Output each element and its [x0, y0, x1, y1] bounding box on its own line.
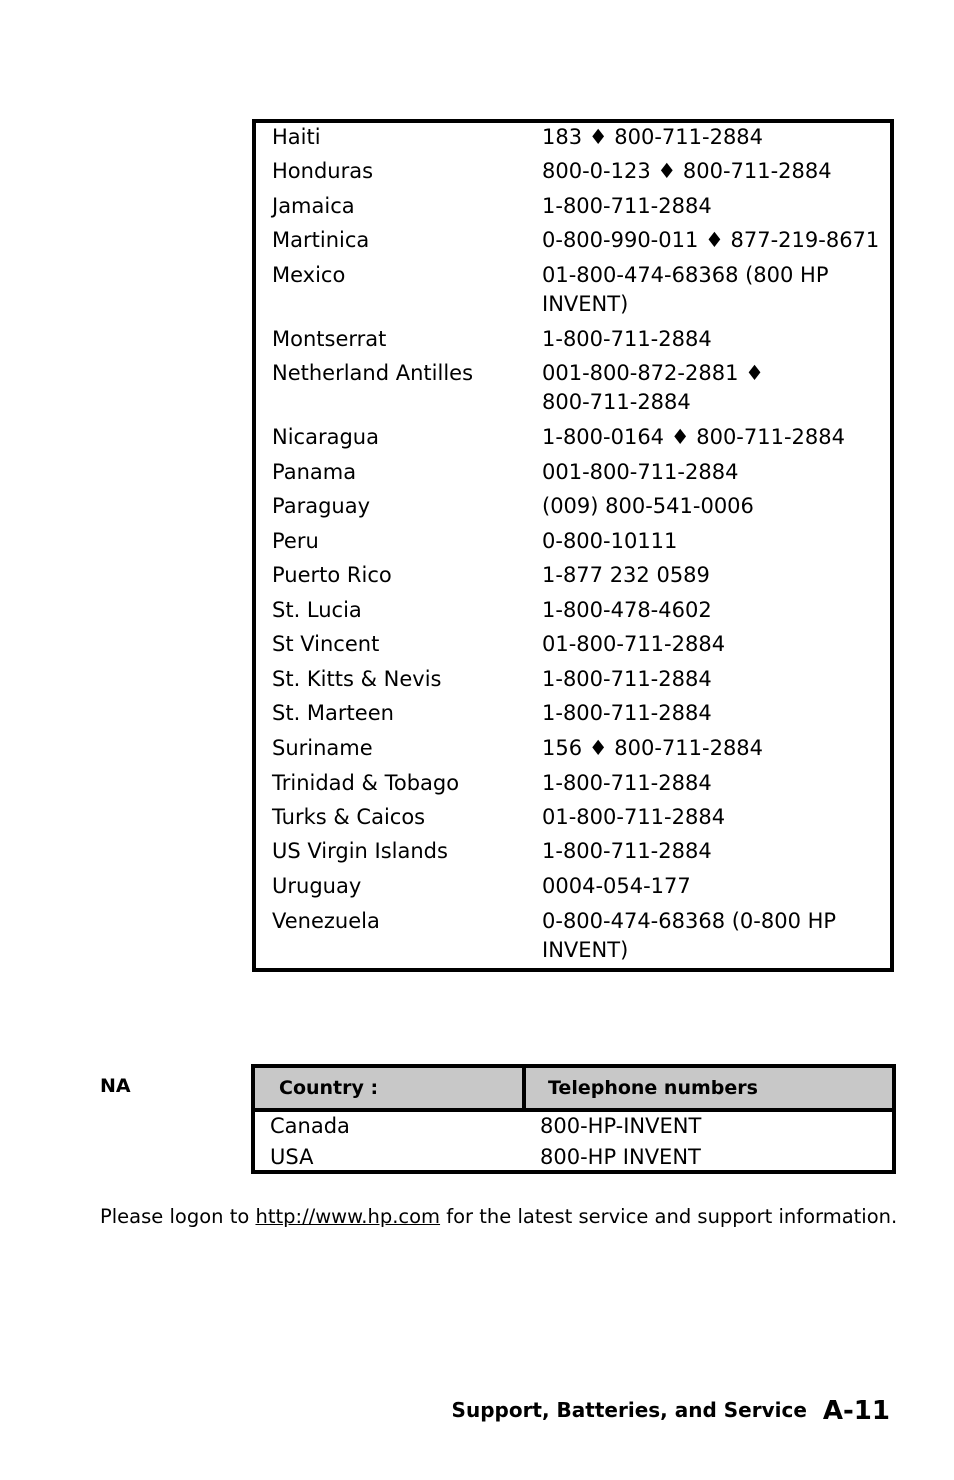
phone-line: 1-800-478-4602: [542, 598, 712, 622]
phone-cell: [542, 769, 712, 798]
phone-line: 156 ♦ 800-711-2884: [542, 736, 764, 760]
phone-cell: [542, 423, 845, 452]
support-note: [100, 1203, 897, 1231]
phone-cell: [542, 157, 832, 186]
page-number: A-11: [822, 1396, 890, 1426]
country-cell: St. Marteen: [272, 701, 394, 725]
phone-line: 0-800-990-011 ♦ 877-219-8671: [542, 228, 880, 252]
country-cell: Paraguay: [272, 494, 371, 518]
phone-line: 001-800-872-2881 ♦: [542, 361, 764, 385]
header-country: Country :: [279, 1077, 379, 1099]
phone-cell: [542, 458, 738, 487]
phone-line: 1-800-711-2884: [542, 701, 712, 725]
phone-cell: [542, 261, 829, 319]
country-cell: Trinidad & Tobago: [272, 771, 460, 795]
phone-line: 01-800-474-68368 (800 HP: [542, 263, 829, 287]
phone-cell: [542, 803, 725, 832]
phone-line: INVENT): [542, 292, 629, 316]
country-cell: St. Kitts & Nevis: [272, 667, 442, 691]
phone-cell: [542, 596, 712, 625]
header-divider: [522, 1068, 526, 1108]
phone-line: 01-800-711-2884: [542, 632, 726, 656]
phone-line: 1-800-711-2884: [542, 194, 712, 218]
phone-cell: [542, 192, 712, 221]
country-cell: Jamaica: [272, 194, 355, 218]
na-phone-table: [251, 1064, 896, 1174]
phone-cell: [542, 561, 710, 590]
country-cell: Turks & Caicos: [272, 805, 426, 829]
note-text-after: for the latest service and support information.: [440, 1205, 898, 1228]
phone-cell: [542, 837, 712, 866]
phone-cell: [542, 226, 879, 255]
phone-cell: 800-HP INVENT: [540, 1145, 701, 1169]
phone-cell: [542, 872, 691, 901]
country-cell: Uruguay: [272, 874, 362, 898]
country-cell: US Virgin Islands: [272, 839, 448, 863]
phone-cell: [542, 907, 836, 965]
phone-cell: 800-HP-INVENT: [540, 1114, 702, 1138]
country-cell: Canada: [270, 1114, 350, 1138]
country-cell: Netherland Antilles: [272, 361, 474, 385]
country-cell: St. Lucia: [272, 598, 362, 622]
country-cell: Montserrat: [272, 327, 387, 351]
phone-line: 800-711-2884: [542, 390, 691, 414]
hp-website-link[interactable]: http://www.hp.com: [255, 1205, 441, 1228]
header-telephone: Telephone numbers: [548, 1077, 758, 1099]
phone-cell: [542, 665, 712, 694]
country-cell: St Vincent: [272, 632, 380, 656]
table-header: [255, 1068, 892, 1112]
phone-cell: [542, 359, 764, 417]
phone-cell: [542, 492, 754, 521]
country-cell: Martinica: [272, 228, 370, 252]
footer-section-title: Support, Batteries, and Service: [451, 1398, 807, 1422]
phone-line: (009) 800-541-0006: [542, 494, 754, 518]
country-cell: Suriname: [272, 736, 373, 760]
country-cell: Panama: [272, 460, 357, 484]
phone-line: 1-800-0164 ♦ 800-711-2884: [542, 425, 845, 449]
phone-cell: [542, 325, 712, 354]
phone-cell: [542, 734, 763, 763]
country-cell: Mexico: [272, 263, 346, 287]
country-cell: Honduras: [272, 159, 374, 183]
phone-line: 0-800-10111: [542, 529, 678, 553]
phone-line: 0004-054-177: [542, 874, 691, 898]
country-cell: Venezuela: [272, 909, 380, 933]
country-cell: Puerto Rico: [272, 563, 392, 587]
caribbean-phone-table: [252, 119, 894, 972]
phone-line: 1-877 232 0589: [542, 563, 710, 587]
country-cell: USA: [270, 1145, 314, 1169]
phone-cell: [542, 630, 725, 659]
phone-line: 1-800-711-2884: [542, 667, 712, 691]
region-label: NA: [100, 1075, 131, 1097]
phone-cell: [542, 699, 712, 728]
country-cell: Nicaragua: [272, 425, 379, 449]
phone-cell: [542, 123, 763, 152]
country-cell: Haiti: [272, 125, 321, 149]
phone-line: 183 ♦ 800-711-2884: [542, 125, 764, 149]
phone-line: 01-800-711-2884: [542, 805, 726, 829]
phone-line: 001-800-711-2884: [542, 460, 739, 484]
country-cell: Peru: [272, 529, 319, 553]
phone-line: 1-800-711-2884: [542, 839, 712, 863]
note-text-before: Please logon to: [100, 1205, 256, 1228]
phone-cell: [542, 527, 677, 556]
phone-line: 0-800-474-68368 (0-800 HP: [542, 909, 837, 933]
page-footer: [452, 1396, 890, 1426]
phone-line: 800-0-123 ♦ 800-711-2884: [542, 159, 832, 183]
phone-line: 1-800-711-2884: [542, 327, 712, 351]
phone-line: 1-800-711-2884: [542, 771, 712, 795]
phone-line: INVENT): [542, 938, 629, 962]
